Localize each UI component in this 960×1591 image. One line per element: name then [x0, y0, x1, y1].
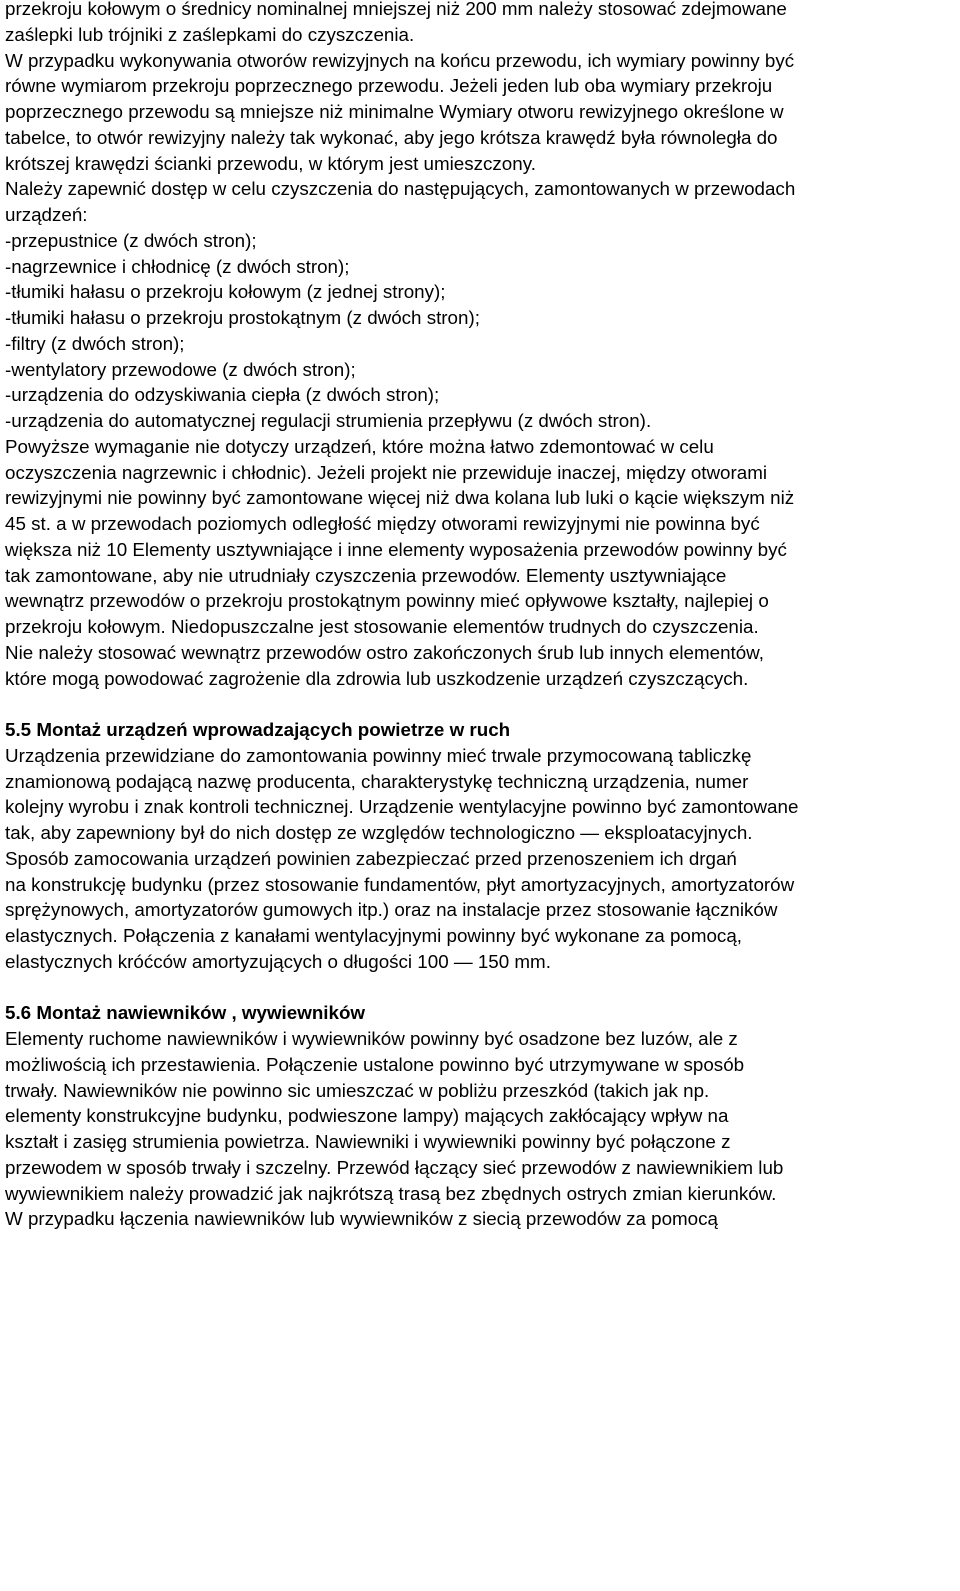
text-line: elastycznych króćców amortyzujących o długości 100 — 150 mm.	[5, 950, 551, 972]
text-line: trwały. Nawiewników nie powinno sic umieszczać w pobliżu przeszkód (takich jak np.	[5, 1079, 710, 1101]
text-line: oczyszczenia nagrzewnic i chłodnic). Jeżeli projekt nie przewiduje inaczej, między otworami	[5, 461, 768, 483]
text-line: W przypadku wykonywania otworów rewizyjnych na końcu przewodu, ich wymiary powinny być	[5, 49, 795, 71]
text-line: poprzecznego przewodu są mniejsze niż minimalne Wymiary otworu rewizyjnego określone w	[5, 101, 784, 122]
text-line: Należy zapewnić dostęp w celu czyszczenia do następujących, zamontowanych w przewodach	[5, 178, 796, 200]
text-line: kształt i zasięg strumienia powietrza. Nawiewniki i wywiewniki powinny być połączone z	[5, 1131, 731, 1152]
text-line: przekroju kołowym o średnicy nominalnej mniejszej niż 200 mm należy stosować zdejmowane	[5, 0, 787, 19]
text-line: 45 st. a w przewodach poziomych odległość między otworami rewizyjnymi nie powinna być	[5, 513, 760, 534]
text-line: sprężynowych, amortyzatorów gumowych itp.) oraz na instalacje przez stosowanie łączników	[5, 899, 778, 921]
text-line: elastycznych. Połączenia z kanałami wentylacyjnymi powinny być wykonane za pomocą,	[5, 925, 742, 946]
text-line: Urządzenia przewidziane do zamontowania powinny mieć trwale przymocowaną tabliczkę	[5, 744, 752, 766]
document-page	[5, 0, 955, 1236]
text-line: Nie należy stosować wewnątrz przewodów ostro zakończonych śrub lub innych elementów,	[5, 641, 764, 663]
list-item: -filtry (z dwóch stron);	[5, 332, 185, 354]
text-line: na konstrukcję budynku (przez stosowanie fundamentów, płyt amortyzacyjnych, amortyzatorów	[5, 873, 795, 895]
text-line: kolejny wyrobu i znak kontroli technicznej. Urządzenie wentylacyjne powinno być zamontowane	[5, 796, 799, 818]
section-heading-5-6: 5.6 Montaż nawiewników , wywiewników	[5, 1002, 366, 1024]
text-line: urządzeń:	[5, 204, 88, 225]
text-line: większa niż 10 Elementy usztywniające i inne elementy wyposażenia przewodów powinny być	[5, 538, 787, 560]
list-item: -wentylatory przewodowe (z dwóch stron);	[5, 358, 356, 380]
list-item: -urządzenia do automatycznej regulacji strumienia przepływu (z dwóch stron).	[5, 410, 652, 431]
text-line: tabelce, to otwór rewizyjny należy tak wykonać, aby jego krótsza krawędź była równoległa do	[5, 126, 778, 148]
text-line: wewnątrz przewodów o przekroju prostokątnym powinny mieć opływowe kształty, najlepiej o	[5, 590, 769, 612]
text-line: tak, aby zapewniony był do nich dostęp ze względów technologiczno — eksploatacyjnych.	[5, 822, 753, 843]
text-line: możliwością ich przestawienia. Połączenie ustalone powinno być utrzymywane w sposób	[5, 1053, 745, 1075]
text-line: przewodem w sposób trwały i szczelny. Przewód łączący sieć przewodów z nawiewnikiem lub	[5, 1156, 784, 1178]
text-line: tak zamontowane, aby nie utrudniały czyszczenia przewodów. Elementy usztywniające	[5, 564, 727, 586]
text-line: Elementy ruchome nawiewników i wywiewników powinny być osadzone bez luzów, ale z	[5, 1028, 738, 1049]
text-line: które mogą powodować zagrożenie dla zdrowia lub uszkodzenie urządzeń czyszczących.	[5, 667, 749, 689]
text-line: krótszej krawędzi ścianki przewodu, w którym jest umieszczony.	[5, 152, 536, 174]
list-item: -przepustnice (z dwóch stron);	[5, 229, 257, 251]
text-line: Sposób zamocowania urządzeń powinien zabezpieczać przed przenoszeniem ich drgań	[5, 847, 737, 869]
list-item: -nagrzewnice i chłodnicę (z dwóch stron);	[5, 255, 350, 277]
section-heading-5-5: 5.5 Montaż urządzeń wprowadzających powietrze w ruch	[5, 719, 511, 740]
text-line: zaślepki lub trójniki z zaślepkami do czyszczenia.	[5, 23, 415, 45]
text-line: Powyższe wymaganie nie dotyczy urządzeń, które można łatwo zdemontować w celu	[5, 435, 714, 457]
text-line: znamionową podającą nazwę producenta, charakterystykę techniczną urządzenia, numer	[5, 770, 749, 792]
list-item: -tłumiki hałasu o przekroju kołowym (z jednej strony);	[5, 281, 446, 303]
list-item: -urządzenia do odzyskiwania ciepła (z dwóch stron);	[5, 384, 440, 406]
text-line: równe wymiarom przekroju poprzecznego przewodu. Jeżeli jeden lub oba wymiary przekroju	[5, 75, 773, 97]
text-line: wywiewnikiem należy prowadzić jak najkrótszą trasą bez zbędnych ostrych zmian kierunków.	[5, 1182, 777, 1204]
text-line: przekroju kołowym. Niedopuszczalne jest stosowanie elementów trudnych do czyszczenia.	[5, 616, 759, 637]
text-line: elementy konstrukcyjne budynku, podwieszone lampy) mających zakłócający wpływ na	[5, 1105, 729, 1127]
text-line: W przypadku łączenia nawiewników lub wywiewników z siecią przewodów za pomocą	[5, 1208, 718, 1230]
list-item: -tłumiki hałasu o przekroju prostokątnym (z dwóch stron);	[5, 307, 480, 328]
text-line: rewizyjnymi nie powinny być zamontowane więcej niż dwa kolana lub luki o kącie większym niż	[5, 487, 795, 509]
